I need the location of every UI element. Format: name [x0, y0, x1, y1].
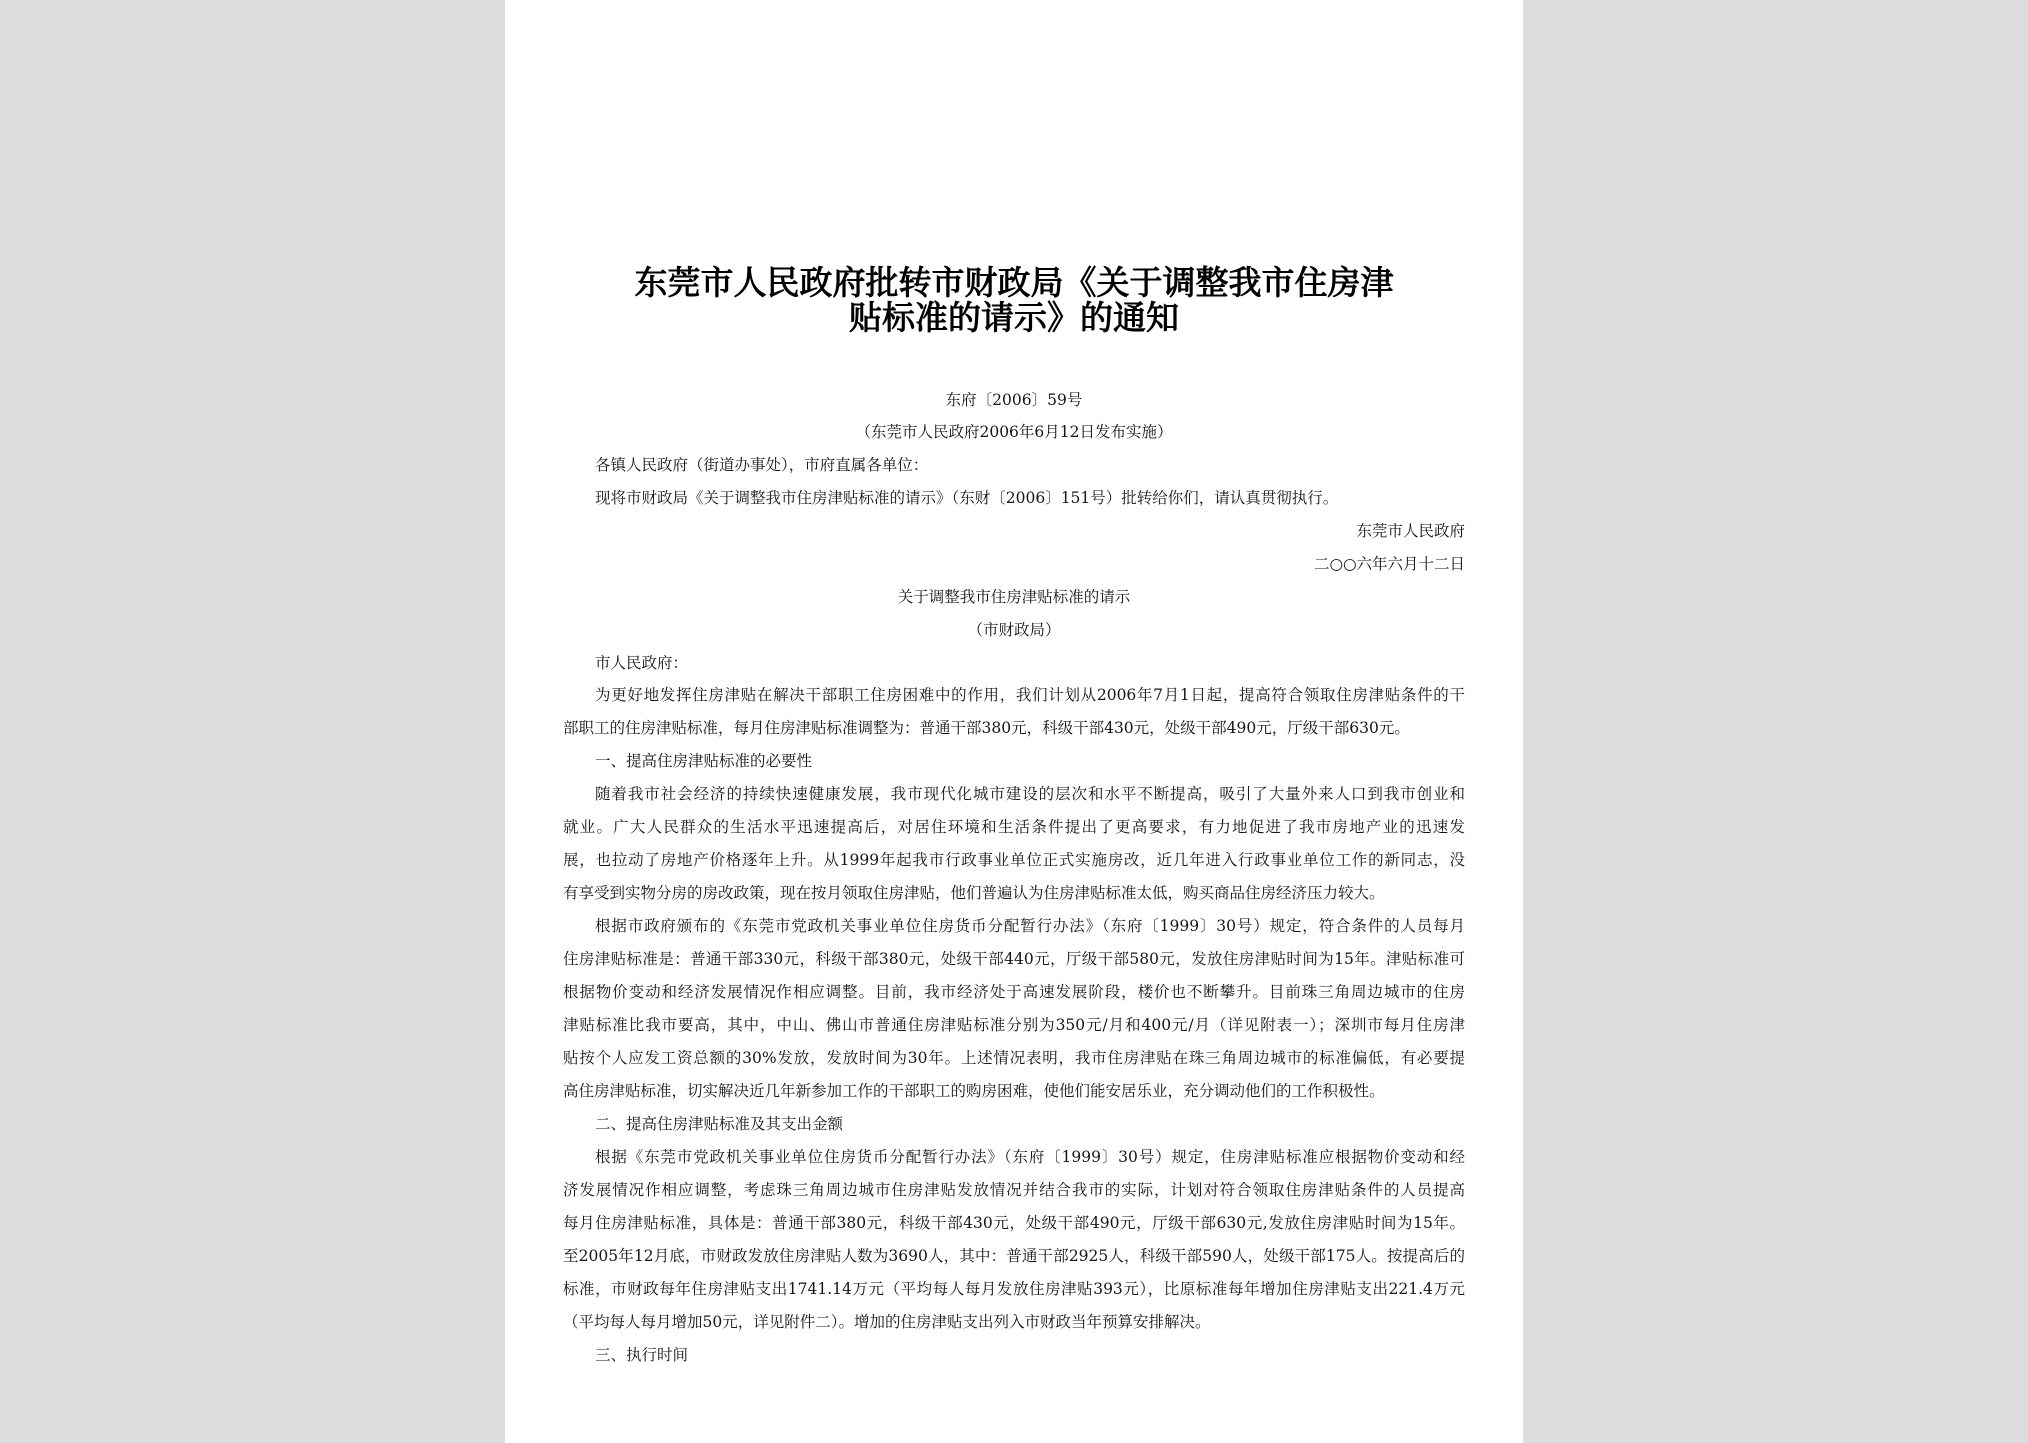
paragraph-line: 贴按个人应发工资总额的30%发放，发放时间为30年。上述情况表明，我市住房津贴在珠三角周边城市的标准偏低，有必要提: [563, 1049, 1465, 1067]
request-addressee: 市人民政府：: [595, 654, 689, 672]
section-heading-2: 二、提高住房津贴标准及其支出金额: [595, 1115, 844, 1133]
paragraph-line: 为更好地发挥住房津贴在解决干部职工住房困难中的作用，我们计划从2006年7月1日起，提高符合领取住房津贴条件的干: [595, 686, 1465, 704]
document-number: 东府〔2006〕59号: [945, 391, 1083, 409]
sign-date: 二○○六年六月十二日: [1313, 555, 1465, 573]
paragraph-line: （平均每人每月增加50元，详见附件二）。增加的住房津贴支出列入市财政当年预算安排解决。: [563, 1313, 1211, 1331]
paragraph-line: 展，也拉动了房地产价格逐年上升。从1999年起我市行政事业单位正式实施房改，近几年进入行政事业单位工作的新同志，没: [563, 851, 1465, 869]
request-title: 关于调整我市住房津贴标准的请示: [897, 588, 1131, 606]
paragraph-line: 就业。广大人民群众的生活水平迅速提高后，对居住环境和生活条件提出了更高要求，有力地促进了我市房地产业的迅速发: [563, 818, 1465, 836]
document-page: [505, 0, 1523, 1443]
section-heading-1: 一、提高住房津贴标准的必要性: [595, 752, 813, 770]
paragraph-line: 有享受到实物分房的房改政策，现在按月领取住房津贴，他们普遍认为住房津贴标准太低，购买商品住房经济压力较大。: [563, 884, 1385, 902]
forwarding-text: 现将市财政局《关于调整我市住房津贴标准的请示》（东财〔2006〕151号）批转给你们，请认真贯彻执行。: [595, 489, 1339, 507]
request-issuer: （市财政局）: [967, 621, 1061, 639]
document-title-line-2: 贴标准的请示》的通知: [849, 298, 1179, 337]
paragraph-line: 济发展情况作相应调整，考虑珠三角周边城市住房津贴发放情况并结合我市的实际，计划对符合领取住房津贴条件的人员提高: [563, 1181, 1465, 1199]
paragraph-line: 根据《东莞市党政机关事业单位住房货币分配暂行办法》（东府〔1999〕30号）规定，住房津贴标准应根据物价变动和经: [595, 1148, 1465, 1166]
paragraph-line: 至2005年12月底，市财政发放住房津贴人数为3690人，其中：普通干部2925人，科级干部590人，处级干部175人。按提高后的: [563, 1247, 1465, 1265]
paragraph-line: 每月住房津贴标准，具体是：普通干部380元，科级干部430元，处级干部490元，厅级干部630元,发放住房津贴时间为15年。: [563, 1214, 1465, 1232]
paragraph-line: 高住房津贴标准，切实解决近几年新参加工作的干部职工的购房困难，使他们能安居乐业，充分调动他们的工作积极性。: [563, 1082, 1385, 1100]
document-title-line-1: 东莞市人民政府批转市财政局《关于调整我市住房津: [634, 263, 1394, 302]
paragraph-line: 根据物价变动和经济发展情况作相应调整。目前，我市经济处于高速发展阶段，楼价也不断攀升。目前珠三角周边城市的住房: [563, 983, 1465, 1001]
paragraph-line: 标准，市财政每年住房津贴支出1741.14万元（平均每人每月发放住房津贴393元），比原标准每年增加住房津贴支出221.4万元: [563, 1280, 1465, 1298]
paragraph-line: 随着我市社会经济的持续快速健康发展，我市现代化城市建设的层次和水平不断提高，吸引了大量外来人口到我市创业和: [595, 785, 1465, 803]
section-heading-3: 三、执行时间: [595, 1346, 689, 1364]
signer: 东莞市人民政府: [1356, 522, 1465, 540]
paragraph-line: 津贴标准比我市要高，其中，中山、佛山市普通住房津贴标准分别为350元/月和400元/月（详见附表一）；深圳市每月住房津: [563, 1016, 1465, 1034]
paragraph-line: 部职工的住房津贴标准，每月住房津贴标准调整为：普通干部380元，科级干部430元，处级干部490元，厅级干部630元。: [563, 719, 1410, 737]
paragraph-line: 住房津贴标准是：普通干部330元，科级干部380元，处级干部440元，厅级干部580元，发放住房津贴时间为15年。津贴标准可: [563, 950, 1465, 968]
paragraph-line: 根据市政府颁布的《东莞市党政机关事业单位住房货币分配暂行办法》（东府〔1999〕30号）规定，符合条件的人员每月: [595, 917, 1465, 935]
addressee: 各镇人民政府（街道办事处），市府直属各单位：: [595, 456, 929, 474]
issue-note: （东莞市人民政府2006年6月12日发布实施）: [855, 423, 1173, 441]
